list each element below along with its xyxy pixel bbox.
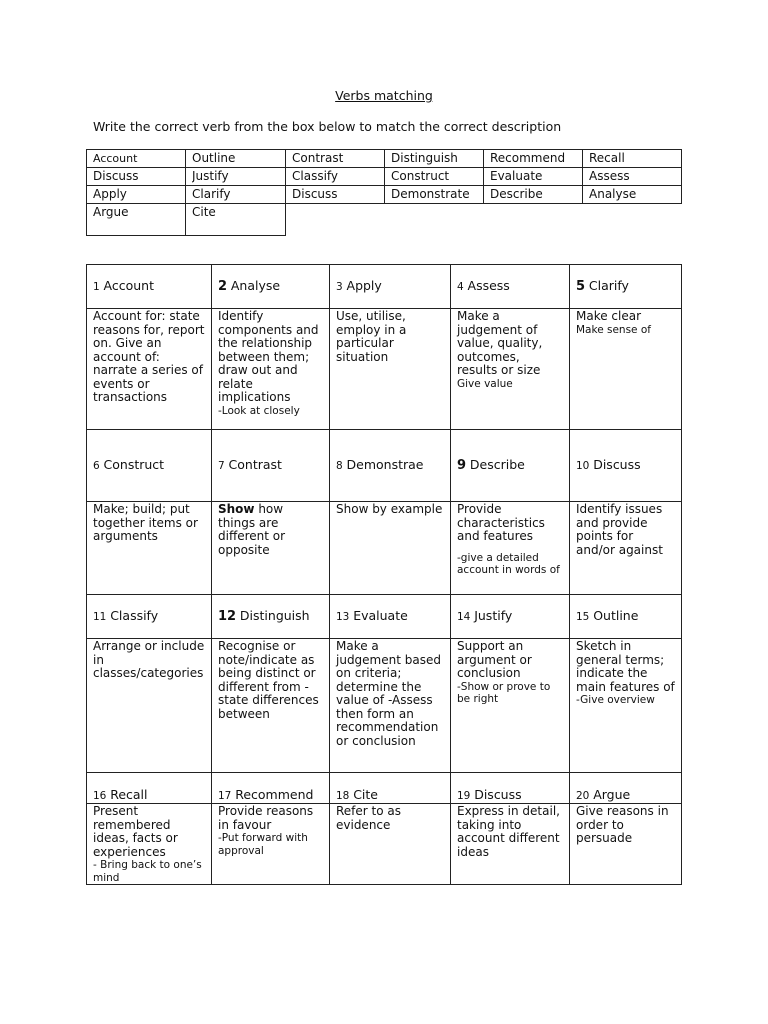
verb-header-cell	[451, 773, 570, 804]
definition-cell	[87, 804, 212, 885]
verb-header-cell	[570, 595, 682, 639]
verb-number: 3	[336, 280, 343, 293]
verb-header-cell	[87, 773, 212, 804]
verb-label: Argue	[593, 786, 631, 802]
verb-header-cell	[570, 773, 682, 804]
definition-cell	[570, 502, 682, 595]
word-cell: Account	[87, 150, 186, 168]
definition-text: Identify issues and provide points for and/or against	[576, 502, 663, 557]
verb-label: Distinguish	[239, 608, 310, 624]
definition-text: Provide characteristics and features	[457, 502, 545, 543]
definition-text: Identify components and the relationship between them; draw out and relate implications	[218, 309, 319, 404]
verb-number: 8	[336, 459, 343, 472]
verb-number: 19	[457, 789, 471, 802]
verb-label: Justify	[474, 607, 513, 623]
definition-row	[87, 639, 682, 773]
definition-text: Support an argument or conclusion	[457, 639, 532, 680]
definition-note: Make sense of	[576, 323, 651, 336]
verb-number: 20	[576, 789, 590, 802]
word-box-row	[87, 150, 682, 168]
word-cell: Cite	[186, 204, 286, 236]
verb-header-row	[87, 265, 682, 309]
definition-cell	[570, 639, 682, 773]
word-cell: Construct	[385, 168, 484, 186]
word-box-row	[87, 168, 682, 186]
verb-header-cell	[212, 773, 330, 804]
verb-label: Construct	[103, 456, 165, 472]
definition-cell	[87, 502, 212, 595]
verb-header-cell	[330, 773, 451, 804]
word-box	[86, 149, 682, 236]
definition-text: Sketch in general terms; indicate the main features of	[576, 639, 675, 694]
verb-label: Classify	[110, 607, 159, 623]
verb-header-cell	[212, 265, 330, 309]
definition-cell	[451, 502, 570, 595]
definition-cell	[570, 804, 682, 885]
verb-header-cell	[451, 430, 570, 502]
verb-label: Apply	[346, 277, 382, 293]
verb-label: Discuss	[593, 456, 641, 472]
definition-cell	[330, 502, 451, 595]
word-cell: Discuss	[286, 186, 385, 204]
verb-number: 5	[576, 279, 586, 295]
definition-cell	[451, 639, 570, 773]
definition-text: Arrange or include in classes/categories	[93, 639, 205, 680]
definition-text: Make clear	[576, 309, 642, 323]
verb-header-cell	[330, 265, 451, 309]
verb-label: Account	[103, 277, 154, 293]
definition-row	[87, 502, 682, 595]
definition-text: Provide reasons in favour	[218, 804, 314, 832]
verb-label: Clarify	[588, 278, 629, 294]
definition-text: Make a judgement of value, quality, outcomes, results or size	[457, 309, 543, 377]
verb-label: Assess	[467, 277, 510, 293]
word-cell: Classify	[286, 168, 385, 186]
word-cell: Assess	[583, 168, 682, 186]
verb-definition-grid	[86, 264, 682, 885]
word-cell: Justify	[186, 168, 286, 186]
definition-cell	[212, 309, 330, 430]
verb-header-cell	[330, 430, 451, 502]
verb-number: 17	[218, 789, 232, 802]
verb-number: 1	[93, 280, 100, 293]
verb-header-cell	[330, 595, 451, 639]
verb-header-row	[87, 430, 682, 502]
verb-label: Cite	[353, 786, 378, 802]
definition-text: Recognise or note/indicate as being distinct or different from -state differences between	[218, 639, 319, 721]
word-cell: Evaluate	[484, 168, 583, 186]
verb-label: Demonstrae	[346, 456, 424, 472]
word-cell: Argue	[87, 204, 186, 236]
verb-number: 15	[576, 610, 590, 623]
verb-header-cell	[212, 430, 330, 502]
definition-text	[218, 502, 323, 557]
definition-row	[87, 804, 682, 885]
word-cell: Demonstrate	[385, 186, 484, 204]
definition-note: -Show or prove to be right	[457, 680, 551, 705]
definition-text: Make a judgement based on criteria; determine the value of -Assess then form an recommendation or conclusion	[336, 639, 441, 748]
definition-row	[87, 309, 682, 430]
page-title: Verbs matching	[335, 88, 433, 103]
definition-text: Account for: state reasons for, report on. Give an account of: narrate a series of events or transactions	[93, 309, 205, 404]
definition-cell	[330, 639, 451, 773]
word-cell: Recall	[583, 150, 682, 168]
verb-label: Outline	[593, 607, 639, 623]
definition-note: -Look at closely	[218, 404, 300, 417]
definition-note: -Put forward with approval	[218, 832, 308, 857]
verb-number: 13	[336, 610, 350, 623]
definition-text: Refer to as evidence	[336, 804, 402, 832]
verb-label: Contrast	[228, 456, 282, 472]
verb-label: Recall	[110, 786, 148, 802]
verb-header-cell	[212, 595, 330, 639]
verb-number: 6	[93, 459, 100, 472]
definition-cell	[212, 639, 330, 773]
verb-header-cell	[87, 430, 212, 502]
definition-cell	[212, 804, 330, 885]
verb-label: Recommend	[235, 786, 314, 802]
definition-note: -give a detailed account in words of	[457, 551, 560, 576]
definition-cell	[212, 502, 330, 595]
word-cell: Apply	[87, 186, 186, 204]
definition-note: -Give overview	[576, 694, 655, 706]
definition-bold-lead: Show	[218, 502, 255, 516]
verb-label: Describe	[469, 457, 525, 473]
verb-header-cell	[451, 595, 570, 639]
definition-text: Make; build; put together items or arguments	[93, 502, 198, 543]
verb-number: 4	[457, 280, 464, 293]
verb-label: Discuss	[474, 786, 522, 802]
verb-label: Evaluate	[353, 607, 408, 623]
verb-number: 16	[93, 789, 107, 802]
definition-text: Use, utilise, employ in a particular situation	[336, 309, 407, 364]
word-cell: Analyse	[583, 186, 682, 204]
definition-text: Express in detail, taking into account different ideas	[457, 804, 560, 859]
word-cell: Distinguish	[385, 150, 484, 168]
definition-cell	[570, 309, 682, 430]
word-cell: Outline	[186, 150, 286, 168]
definition-text: Show by example	[336, 502, 443, 516]
definition-cell	[87, 639, 212, 773]
definition-cell	[330, 804, 451, 885]
verb-number: 14	[457, 610, 471, 623]
definition-cell	[330, 309, 451, 430]
word-cell: Recommend	[484, 150, 583, 168]
verb-header-cell	[451, 265, 570, 309]
verb-number: 18	[336, 789, 350, 802]
verb-number: 9	[457, 458, 467, 474]
verb-number: 11	[93, 610, 107, 623]
word-box-row	[87, 186, 682, 204]
definition-cell	[451, 804, 570, 885]
instruction-text: Write the correct verb from the box below to match the correct description	[93, 119, 562, 134]
verb-header-cell	[87, 595, 212, 639]
definition-text: Give reasons in order to persuade	[576, 804, 669, 845]
definition-rest: how things are different or opposite	[218, 502, 286, 557]
verb-number: 10	[576, 459, 590, 472]
verb-header-cell	[87, 265, 212, 309]
definition-text: Present remembered ideas, facts or experiences	[93, 804, 178, 859]
definition-cell	[87, 309, 212, 430]
definition-cell	[451, 309, 570, 430]
word-cell: Describe	[484, 186, 583, 204]
word-cell: Contrast	[286, 150, 385, 168]
verb-number: 12	[218, 609, 237, 625]
word-cell: Clarify	[186, 186, 286, 204]
verb-header-row	[87, 595, 682, 639]
verb-header-row	[87, 773, 682, 804]
verb-number: 7	[218, 459, 225, 472]
verb-number: 2	[218, 279, 228, 295]
definition-note: Give value	[457, 377, 513, 390]
word-box-row	[87, 204, 682, 236]
definition-note: - Bring back to one’s mind	[93, 859, 202, 884]
verb-header-cell	[570, 265, 682, 309]
word-cell: Discuss	[87, 168, 186, 186]
verb-label: Analyse	[230, 278, 281, 294]
verb-header-cell	[570, 430, 682, 502]
